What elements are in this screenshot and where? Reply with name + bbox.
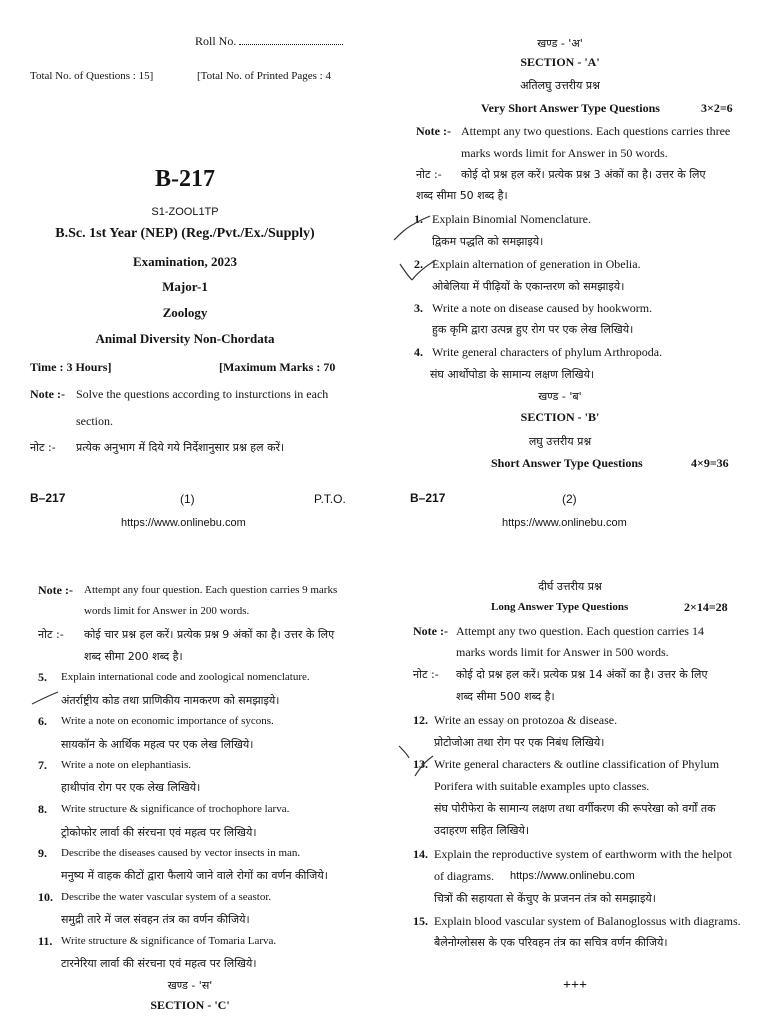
total-questions: Total No. of Questions : 15] <box>30 70 154 82</box>
website-url[interactable]: https://www.onlinebu.com <box>510 870 635 882</box>
pen-tick-mark-q5 <box>30 688 60 708</box>
hindi-note-line-1: कोई दो प्रश्न हल करें। प्रत्येक प्रश्न 14 अंकों का है। उत्तर के लिए <box>456 668 708 681</box>
footer-page-number: (2) <box>562 492 577 506</box>
note-line-1: Attempt any four question. Each question carries 9 marks <box>84 584 338 596</box>
hindi-note-label: नोट :- <box>30 441 56 454</box>
hindi-note-line-1: कोई दो प्रश्न हल करें। प्रत्येक प्रश्न 3 अंकों का है। उत्तर के लिए <box>461 168 706 181</box>
question-number: 11. <box>38 934 53 948</box>
question-number: 4. <box>414 345 423 359</box>
question-number: 10. <box>38 890 53 904</box>
question-text: Write structure & significance of trochophore larva. <box>61 803 290 815</box>
roll-no-label: Roll No. <box>195 34 237 48</box>
hindi-vsa-heading: अतिलघु उत्तरीय प्रश्न <box>520 79 600 92</box>
paper-name: Major-1 <box>162 279 208 294</box>
note-line-2: section. <box>76 414 113 428</box>
section-a-heading: SECTION - 'A' <box>520 55 600 69</box>
paper-code: B-217 <box>155 166 215 192</box>
question-number: 5. <box>38 670 47 684</box>
question-text: Write structure & significance of Tomaria Larva. <box>61 935 277 947</box>
khand-b: खण्ड - 'ब' <box>538 390 582 403</box>
course-code: S1-ZOOL1TP <box>151 206 219 218</box>
note-label: Note :- <box>38 583 73 597</box>
hindi-note-line-2: शब्द सीमा 200 शब्द है। <box>84 650 183 663</box>
paper-title: Animal Diversity Non-Chordata <box>95 331 275 346</box>
footer-pto: P.T.O. <box>314 492 346 506</box>
question-text: Write a note on economic importance of sycons. <box>61 715 274 727</box>
hindi-la-heading: दीर्घ उत्तरीय प्रश्न <box>538 580 602 593</box>
question-number: 2. <box>414 257 423 271</box>
question-text-hindi: संघ पोरीफेरा के सामान्य लक्षण तथा वर्गीकरण की रूपरेखा को वर्गों तक <box>434 802 716 815</box>
hindi-note-line-1: कोई चार प्रश्न हल करें। प्रत्येक प्रश्न 9 अंकों का है। उत्तर के लिए <box>84 628 335 641</box>
question-number: 1. <box>414 212 423 226</box>
note-label: Note :- <box>416 124 451 138</box>
section-b-heading: SECTION - 'B' <box>520 410 600 424</box>
note-line-2: marks words limit for Answer in 500 words. <box>456 645 669 659</box>
pen-tick-mark-q1 <box>392 214 432 244</box>
question-number: 12. <box>413 713 428 727</box>
exam-year: Examination, 2023 <box>132 254 237 269</box>
note-line-1: Attempt any two questions. Each questions carries three <box>461 124 731 138</box>
hindi-note-label: नोट :- <box>413 668 439 681</box>
question-text-hindi: अंतर्राष्ट्रीय कोड तथा प्राणिकीय नामकरण को समझाइये। <box>61 694 280 707</box>
pen-tick-mark-q2 <box>398 258 438 288</box>
vsa-marks: 3×2=6 <box>701 101 733 115</box>
roll-no-blank <box>239 34 343 45</box>
question-text-hindi: ओबेलिया में पीढ़ियों के एकान्तरण को समझाइये। <box>432 280 625 293</box>
question-text-hindi: बैलेनोग्लोसस के एक परिवहन तंत्र का सचित्र वर्णन कीजिये। <box>434 936 668 949</box>
khand-a: खण्ड - 'अ' <box>537 37 583 50</box>
hindi-note: प्रत्येक अनुभाग में दिये गये निर्देशानुसार प्रश्न हल करें। <box>76 441 285 454</box>
course-line: B.Sc. 1st Year (NEP) (Reg./Pvt./Ex./Supply) <box>55 226 315 241</box>
question-text-line-2: Porifera with suitable examples upto classes. <box>434 779 650 793</box>
footer-page-number: (1) <box>180 492 195 506</box>
footer-code: B–217 <box>30 491 66 505</box>
question-text: Explain blood vascular system of Balanoglossus with diagrams. <box>434 914 741 928</box>
question-text: Describe the diseases caused by vector insects in man. <box>61 847 301 859</box>
roll-no-field <box>195 34 343 49</box>
question-text-hindi: सायकॉन के आर्थिक महत्व पर एक लेख लिखिये। <box>61 738 254 751</box>
question-number: 6. <box>38 714 47 728</box>
question-text: Write a note on disease caused by hookworm. <box>432 301 653 315</box>
question-text: Explain Binomial Nomenclature. <box>432 212 591 226</box>
question-text-hindi: हाथीपांव रोग पर एक लेख लिखिये। <box>61 781 201 794</box>
hindi-note-line-2: शब्द सीमा 500 शब्द है। <box>456 690 555 703</box>
question-number: 8. <box>38 802 47 816</box>
end-marker: +++ <box>563 978 587 993</box>
website-url[interactable]: https://www.onlinebu.com <box>121 517 246 529</box>
question-text-line-2: of diagrams. <box>434 869 494 883</box>
question-number: 3. <box>414 301 423 315</box>
question-text-hindi: मनुष्य में वाहक कीटों द्वारा फैलाये जाने वाले रोगों का वर्णन कीजिये। <box>61 869 328 882</box>
question-text: Explain international code and zoological nomenclature. <box>61 671 310 683</box>
question-text-hindi: प्रोटोजोआ तथा रोग पर एक निबंध लिखिये। <box>434 736 605 749</box>
question-text: Explain the reproductive system of earthworm with the helpot <box>434 847 732 861</box>
question-text-hindi: चित्रों की सहायता से केंचुए के प्रजनन तंत्र को समझाइये। <box>434 892 656 905</box>
pen-tick-mark-q13 <box>395 742 435 782</box>
time-allowed: Time : 3 Hours] <box>30 360 112 374</box>
note-line-1: Attempt any two question. Each question carries 14 <box>456 624 704 638</box>
la-marks: 2×14=28 <box>684 600 728 614</box>
question-text: Write general characters of phylum Arthropoda. <box>432 345 663 359</box>
question-text-hindi-line-2: उदाहरण सहित लिखिये। <box>434 824 530 837</box>
question-text: Write a note on elephantiasis. <box>61 759 191 771</box>
question-text-hindi: हुक कृमि द्वारा उत्पन्न हुए रोग पर एक लेख लिखिये। <box>432 323 634 336</box>
note-label: Note :- <box>30 387 65 401</box>
question-text-hindi: टारनेरिया लार्वा की संरचना एवं महत्व पर लिखिये। <box>61 957 257 970</box>
khand-s: खण्ड - 'स' <box>167 979 213 992</box>
question-number: 14. <box>413 847 428 861</box>
question-text-hindi: संघ आर्थोपोडा के सामान्य लक्षण लिखिये। <box>430 368 595 381</box>
question-text: Write an essay on protozoa & disease. <box>434 713 618 727</box>
hindi-note-label: नोट :- <box>38 628 64 641</box>
maximum-marks: [Maximum Marks : 70 <box>219 360 336 374</box>
vsa-title: Very Short Answer Type Questions <box>481 101 660 115</box>
hindi-note-label: नोट :- <box>416 168 442 181</box>
section-c-heading: SECTION - 'C' <box>150 998 230 1012</box>
note-label: Note :- <box>413 624 448 638</box>
question-text: Describe the water vascular system of a seastor. <box>61 891 272 903</box>
hindi-sa-heading: लघु उत्तरीय प्रश्न <box>528 435 592 448</box>
note-line-2: marks words limit for Answer in 50 words. <box>461 146 668 160</box>
note-line-1: Solve the questions according to insturctions in each <box>76 387 329 401</box>
question-number: 13. <box>413 757 428 771</box>
hindi-note-line-2: शब्द सीमा 50 शब्द है। <box>416 189 508 202</box>
question-text-hindi: द्विकम पद्धति को समझाइये। <box>432 235 544 248</box>
question-number: 9. <box>38 846 47 860</box>
total-pages: [Total No. of Printed Pages : 4 <box>197 70 331 82</box>
note-line-2: words limit for Answer in 200 words. <box>84 605 250 617</box>
question-text-hindi: समुद्री तारे में जल संवहन तंत्र का वर्णन कीजिये। <box>61 913 250 926</box>
subject: Zoology <box>162 305 208 320</box>
la-title: Long Answer Type Questions <box>491 601 629 613</box>
sa-title: Short Answer Type Questions <box>491 456 643 470</box>
question-text: Write general characters & outline classification of Phylum <box>434 757 720 771</box>
question-number: 15. <box>413 914 428 928</box>
sa-marks: 4×9=36 <box>691 456 729 470</box>
question-text: Explain alternation of generation in Obelia. <box>432 257 641 271</box>
footer-code: B–217 <box>410 491 446 505</box>
question-number: 7. <box>38 758 47 772</box>
question-text-hindi: ट्रोकोफोर लार्वा की संरचना एवं महत्व पर लिखिये। <box>61 826 257 839</box>
website-url[interactable]: https://www.onlinebu.com <box>502 517 627 529</box>
